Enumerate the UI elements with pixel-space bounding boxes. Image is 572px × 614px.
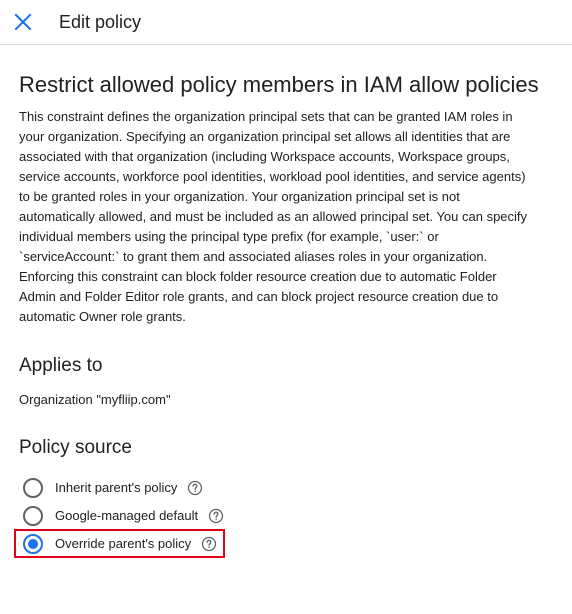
radio-label-inherit: Inherit parent's policy [55,480,178,495]
page-title: Edit policy [59,12,142,32]
radio-option-inherit[interactable] [19,474,539,502]
applies-to-heading: Applies to [19,355,103,376]
policy-content [19,70,539,558]
help-icon[interactable] [208,508,224,524]
help-icon[interactable] [201,536,217,552]
applies-to-value: Organization "myfliip.com" [19,392,171,407]
policy-description: This constraint defines the organization principal sets that can be granted IAM roles in your organization. Specifying an organization principal set allows all identities that are associated with that organization (including Workspace accounts, Workspace groups, service accounts, workforce pool identities, workload pool identities, and service agents) to be granted roles in your organization. Your organization principal set is not automatically allowed, and must be included as an allowed principal set. You can specify individual members using the principal type prefix (for example, `user:` or `serviceAccount:` to grant them and associated aliases roles in your organization. Enforcing this constraint can block folder resource creation due to automatic Folder Admin and Folder Editor role grants, and can block project resource creation due to automatic Owner role grants. [19,109,528,324]
policy-title: Restrict allowed policy members in IAM allow policies [19,72,539,97]
radio-option-google[interactable] [19,502,539,530]
radio-button-inherit[interactable] [23,478,43,498]
close-button[interactable] [10,9,36,35]
radio-button-override[interactable] [23,534,43,554]
radio-option-override[interactable] [19,530,539,558]
radio-label-override: Override parent's policy [55,536,192,551]
radio-button-google[interactable] [23,506,43,526]
header-bar [0,0,572,45]
policy-source-heading: Policy source [19,437,132,458]
radio-label-google: Google-managed default [55,508,199,523]
close-icon [14,13,32,31]
policy-source-radio-group [19,474,539,558]
help-icon[interactable] [187,480,203,496]
